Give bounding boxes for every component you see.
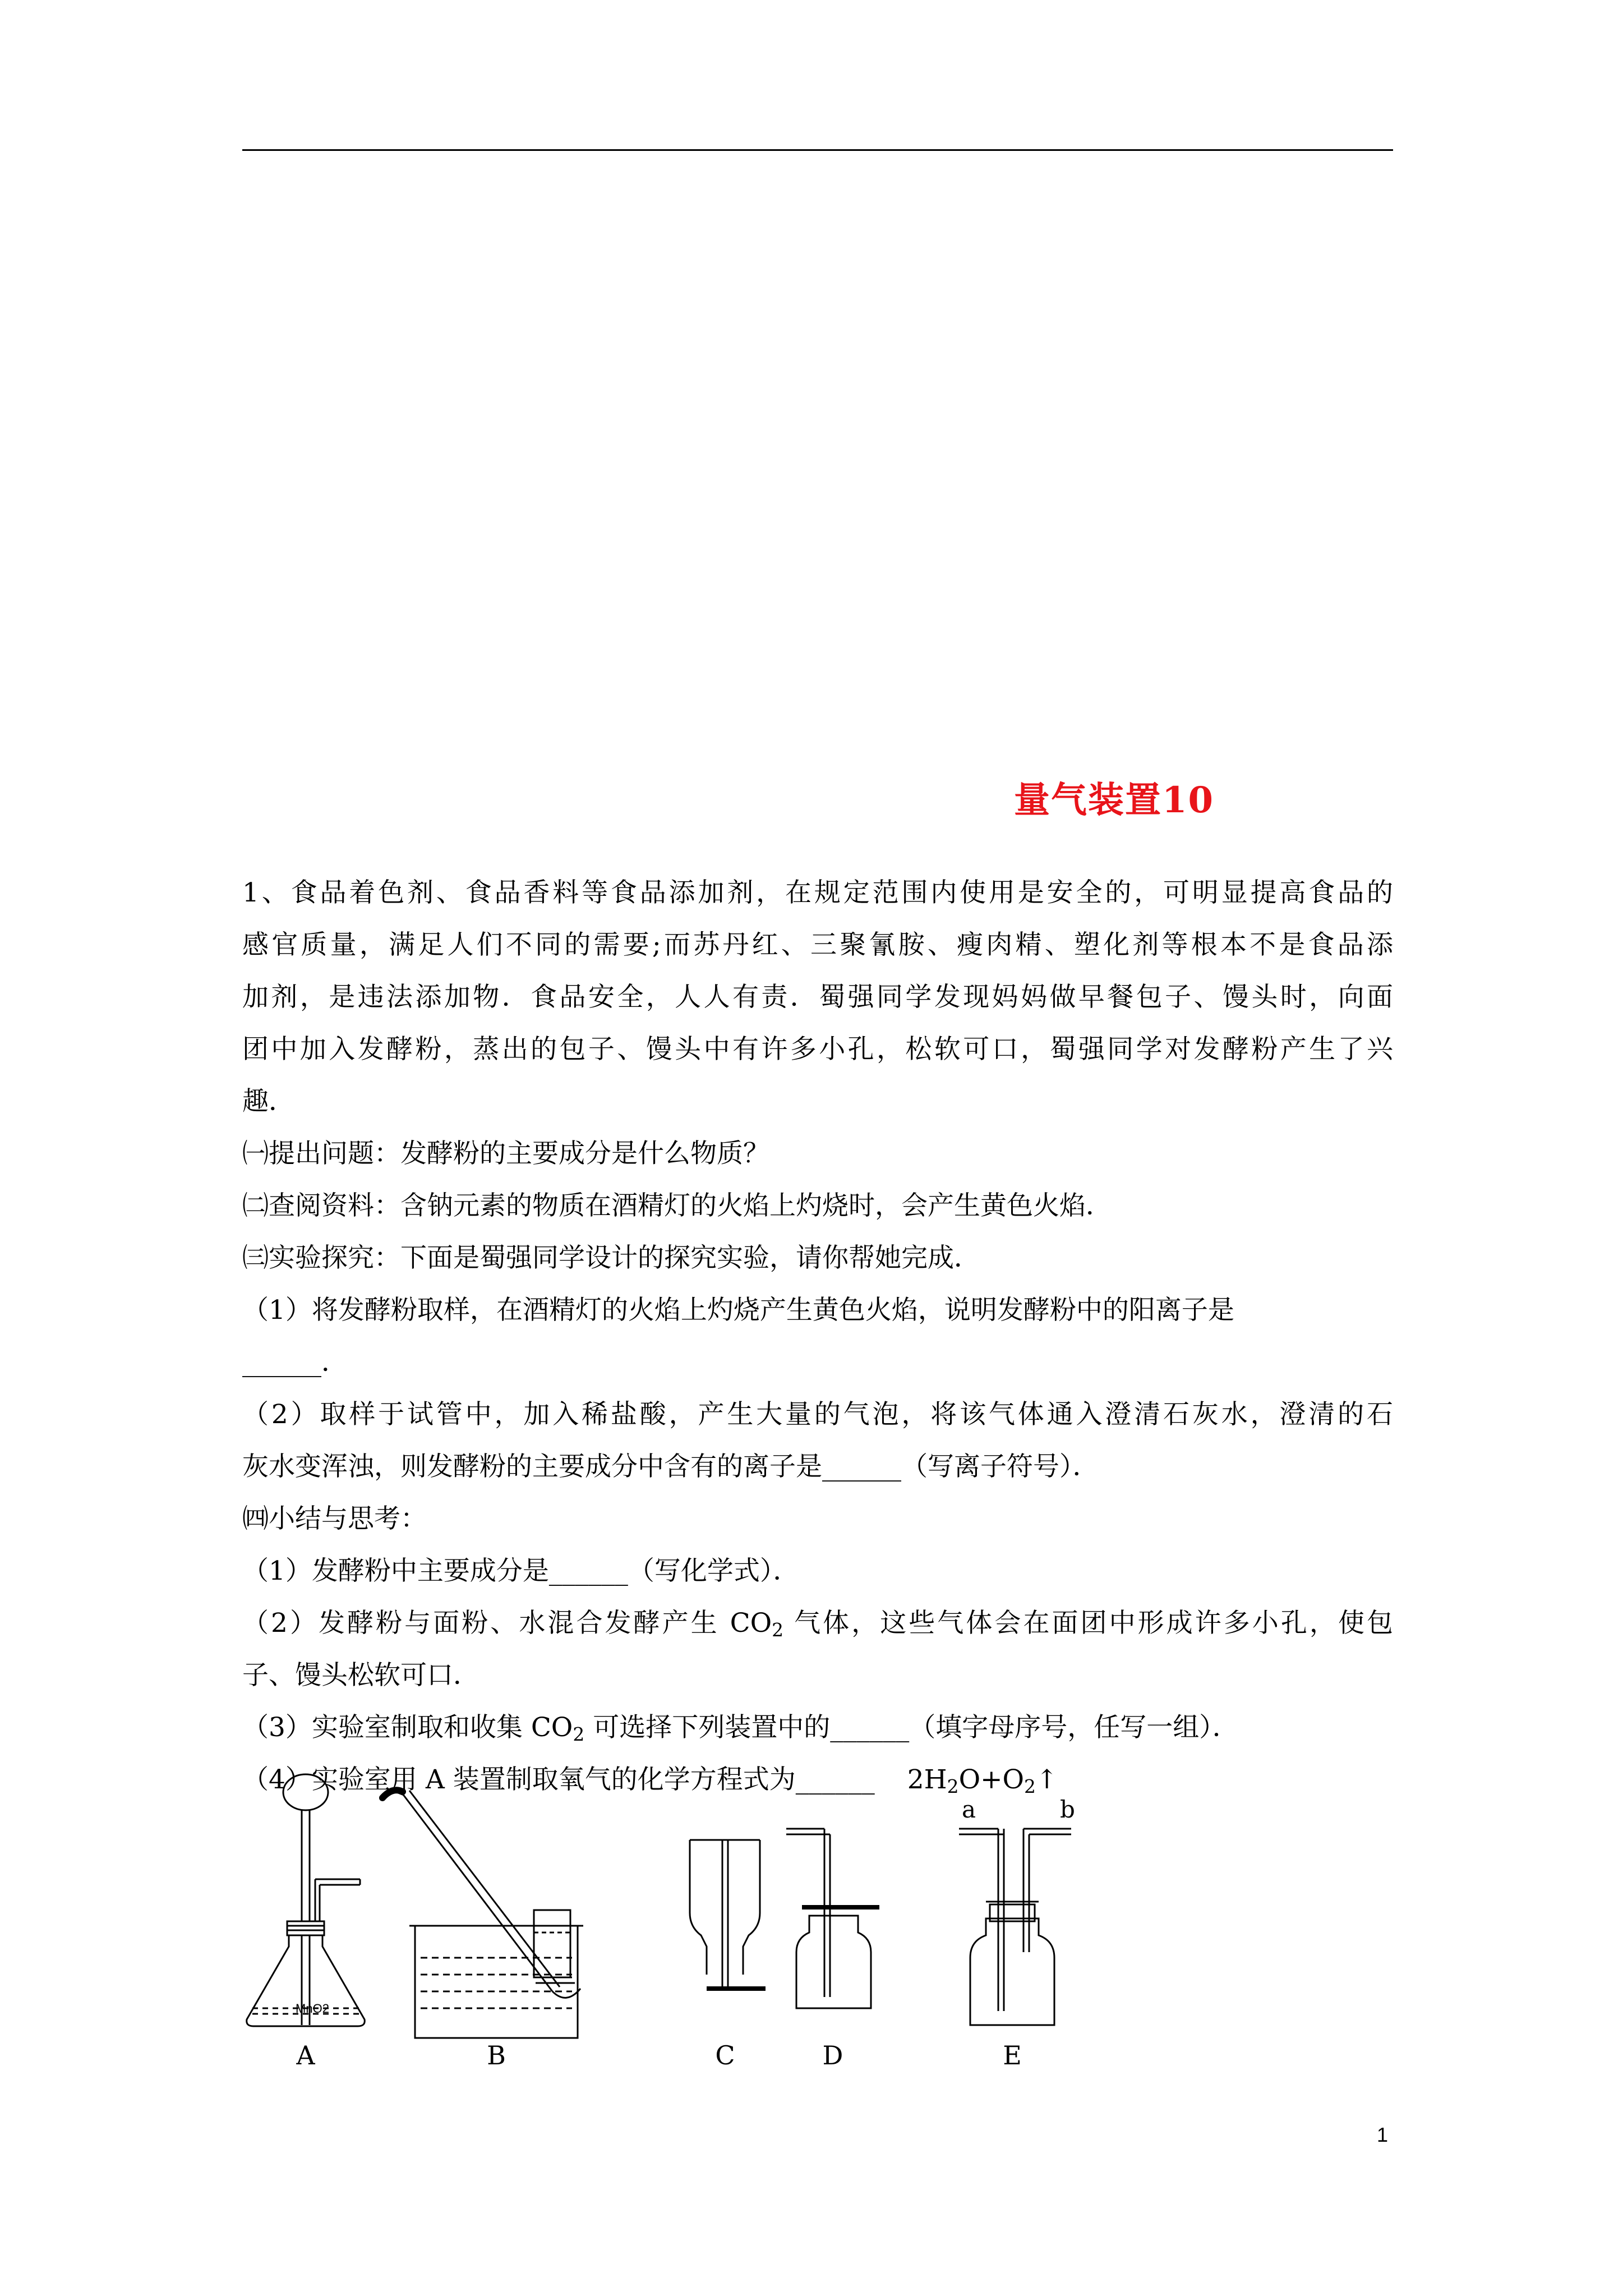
apparatus-c-bottle — [690, 1840, 766, 1989]
paragraph-line: 加剂，是违法添加物．食品安全，人人有责．蜀强同学发现妈妈做早餐包子、馒头时，向面 — [242, 982, 1393, 1013]
gas-arrow-icon: ↑ — [1035, 1764, 1058, 1795]
apparatus-d-bottle — [786, 1829, 879, 2008]
question-2-line: （2）取样于试管中，加入稀盐酸，产生大量的气泡，将该气体通入澄清石灰水，澄清的石 — [242, 1399, 1393, 1430]
page-number: 1 — [1377, 2123, 1389, 2146]
question-2-line: 灰水变浑浊，则发酵粉的主要成分中含有的离子是______（写离子符号）． — [242, 1451, 1099, 1482]
section-experiment: ㈢实验探究：下面是蜀强同学设计的探究实验，请你帮她完成． — [242, 1243, 980, 1273]
port-b-label: b — [1060, 1796, 1075, 1823]
equation-fragment: 2H — [907, 1764, 947, 1795]
question-1-line: （1）将发酵粉取样，在酒精灯的火焰上灼烧产生黄色火焰，说明发酵粉中的阳离子是 — [242, 1295, 1234, 1326]
paragraph-line: 感官质量，满足人们不同的需要;而苏丹红、三聚氰胺、瘦肉精、塑化剂等根本不是食品添 — [242, 930, 1393, 960]
page-title: 量气装置10 — [1014, 779, 1215, 821]
paragraph-line: 1、食品着色剂、食品香料等食品添加剂，在规定范围内使用是安全的，可明显提高食品的 — [242, 877, 1393, 908]
section-raise-question: ㈠提出问题：发酵粉的主要成分是什么物质？ — [242, 1138, 769, 1169]
paragraph-line: 团中加入发酵粉，蒸出的包子、馒头中有许多小孔，松软可口，蜀强同学对发酵粉产生了兴 — [242, 1034, 1393, 1065]
question-1-blank: ______． — [242, 1347, 348, 1378]
apparatus-b-trough — [382, 1789, 583, 2038]
section-summary: ㈣小结与思考： — [242, 1503, 427, 1534]
label-a: A — [296, 2040, 315, 2070]
apparatus-figure — [236, 1767, 1200, 2070]
flask-reagent-label: MnO2 — [296, 2001, 329, 2016]
summary-2-line: （2）发酵粉与面粉、水混合发酵产生 $CO_2$ 气体，这些气体会在面团中形成许多小孔，使包 — [242, 1608, 1393, 1641]
summary-1: （1）发酵粉中主要成分是______（写化学式）． — [242, 1556, 800, 1586]
paragraph-line: 趣． — [242, 1086, 295, 1117]
label-d: D — [822, 2040, 843, 2070]
question-body — [242, 867, 1393, 1806]
port-a-label: a — [962, 1796, 976, 1823]
header-rule — [242, 149, 1393, 151]
apparatus-a-flask — [247, 1774, 365, 2026]
label-e: E — [1003, 2040, 1022, 2070]
apparatus-e-bottle — [959, 1796, 1075, 2025]
label-c: C — [715, 2040, 735, 2070]
summary-4: （4）实验室用 A 装置制取氧气的化学方程式为______ $2H_2O+O_2↑$ — [242, 1764, 1058, 1798]
summary-3: （3）实验室制取和收集 $CO_2$ 可选择下列装置中的______（填字母序号，任写一组）． — [242, 1712, 1239, 1746]
label-b: B — [487, 2040, 506, 2070]
summary-2-line: 子、馒头松软可口． — [242, 1660, 479, 1691]
section-reference: ㈡查阅资料：含钠元素的物质在酒精灯的火焰上灼烧时，会产生黄色火焰． — [242, 1190, 1112, 1221]
